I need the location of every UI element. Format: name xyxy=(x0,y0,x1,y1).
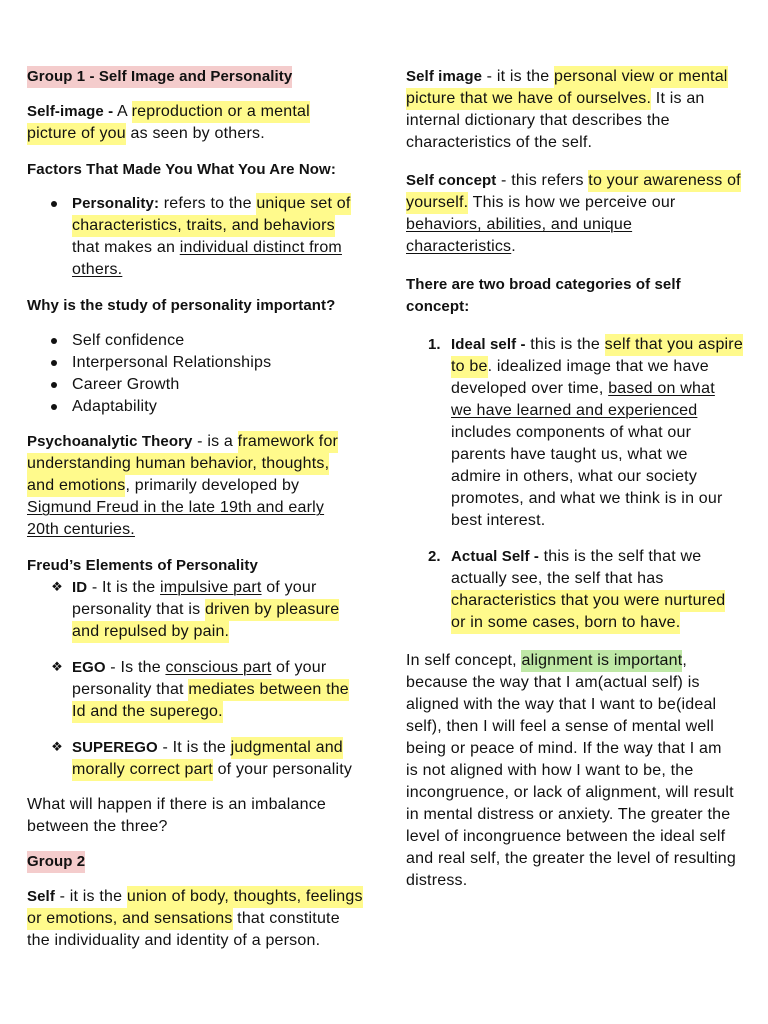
highlighted-text: framework for xyxy=(238,431,338,453)
term: SUPEREGO xyxy=(72,739,158,756)
text-line xyxy=(27,908,363,930)
highlighted-text: mediates between the xyxy=(188,679,349,701)
reasons-list xyxy=(72,330,271,418)
text-run: - It is the xyxy=(157,739,231,756)
text-line xyxy=(406,760,736,782)
highlighted-text: to your awareness of xyxy=(588,170,741,192)
text-line xyxy=(451,590,725,612)
text-run: - it is the xyxy=(54,888,127,905)
underlined-text: conscious part xyxy=(165,659,272,676)
underlined-text: characteristics xyxy=(406,238,512,255)
text-run: of your xyxy=(271,659,327,676)
text-line xyxy=(27,295,335,317)
text-run: personality that is xyxy=(72,601,205,618)
highlighted-text: union of body, thoughts, feelings xyxy=(127,886,363,908)
text-run: level of incongruence between the ideal self xyxy=(406,828,726,845)
alignment-paragraph xyxy=(406,650,736,892)
list-number: 1. xyxy=(428,336,441,353)
self-image-definition xyxy=(27,101,310,145)
text-line xyxy=(451,356,743,378)
text-line xyxy=(451,466,743,488)
text-line xyxy=(451,334,743,356)
text-run: It is an xyxy=(651,90,705,107)
text-run: - Is the xyxy=(105,659,166,676)
highlighted-text: or in some cases, born to have. xyxy=(451,612,680,634)
text-run: of your personality xyxy=(212,761,353,778)
text-run: . idealized image that we have xyxy=(487,358,709,375)
text-line xyxy=(27,453,338,475)
text-run: aligned with the way that I want to be(ideal xyxy=(406,696,717,713)
highlighted-text: reproduction or a mental xyxy=(132,101,310,123)
text-run: of your xyxy=(261,579,317,596)
highlighted-text: picture that we have of ourselves. xyxy=(406,88,651,110)
underlined-text: individual distinct from xyxy=(179,239,342,256)
underlined-text: we have learned and experienced xyxy=(451,402,698,419)
highlighted-text: unique set of xyxy=(256,193,350,215)
text-run: self), then I will feel a sense of mental well xyxy=(406,718,715,735)
text-run: the individuality and identity of a person. xyxy=(27,932,321,949)
self-concept-paragraph xyxy=(406,170,741,258)
highlighted-text: or emotions, and sensations xyxy=(27,908,233,930)
text-line xyxy=(27,794,326,816)
text-line xyxy=(27,123,310,145)
text-run: that makes an xyxy=(72,239,180,256)
text-run: is not aligned with how I want to be, the xyxy=(406,762,694,779)
text-line xyxy=(72,193,351,215)
text-line xyxy=(406,214,741,236)
text-line xyxy=(72,679,349,701)
underlined-text: 20th centuries. xyxy=(27,521,135,538)
group1-heading: Group 1 - Self Image and Personality xyxy=(27,66,292,88)
highlighted-text: morally correct part xyxy=(72,759,213,781)
highlighted-text: characteristics that you were nurtured xyxy=(451,590,725,612)
text-line xyxy=(406,870,736,892)
group1-heading-block xyxy=(27,66,292,88)
text-run: refers to the xyxy=(159,195,257,212)
term: Psychoanalytic Theory xyxy=(27,433,193,450)
text-line xyxy=(27,555,258,577)
why-heading: Why is the study of personality important? xyxy=(27,297,336,314)
highlighted-text: personal view or mental xyxy=(554,66,728,88)
bullet-icon xyxy=(51,382,57,388)
text-line xyxy=(72,621,339,643)
text-line xyxy=(406,236,741,258)
text-run: - is a xyxy=(192,433,238,450)
text-line xyxy=(72,701,349,723)
text-run: personality that xyxy=(72,681,189,698)
categories-heading: concept: xyxy=(406,298,470,315)
text-line xyxy=(72,215,351,237)
term: Self image xyxy=(406,68,483,85)
text-line xyxy=(451,510,743,532)
text-run: , primarily developed by xyxy=(125,477,300,494)
underlined-text: others. xyxy=(72,261,123,278)
text-run: and real self, the greater the level of resulting xyxy=(406,850,736,867)
imbalance-question xyxy=(27,794,326,838)
text-run: admire in others, what our society xyxy=(451,468,698,485)
text-line xyxy=(406,110,728,132)
text-run: What will happen if there is an imbalance xyxy=(27,796,327,813)
list-item-text: Interpersonal Relationships xyxy=(72,354,272,371)
term: ID xyxy=(72,579,88,596)
text-line xyxy=(27,475,338,497)
text-line xyxy=(406,88,728,110)
categories-heading-block xyxy=(406,274,681,318)
text-line xyxy=(406,274,681,296)
text-line xyxy=(27,66,292,88)
list-item-text: Career Growth xyxy=(72,376,180,393)
freud-heading-block xyxy=(27,555,258,577)
text-line xyxy=(451,488,743,510)
highlighted-text: self that you aspire xyxy=(605,334,743,356)
text-run: internal dictionary that describes the xyxy=(406,112,670,129)
text-run: - this refers xyxy=(496,172,589,189)
text-run: In self concept, xyxy=(406,652,522,669)
diamond-bullet-icon xyxy=(49,657,65,679)
text-run: . xyxy=(511,238,516,255)
text-run: distress. xyxy=(406,872,468,889)
factors-heading: Factors That Made You What You Are Now: xyxy=(27,161,336,178)
diamond-bullet-icon xyxy=(49,737,65,759)
text-run: , xyxy=(682,652,688,669)
group2-heading-block xyxy=(27,851,85,873)
list-item-text: Self confidence xyxy=(72,332,185,349)
text-line xyxy=(72,599,339,621)
text-line xyxy=(406,826,736,848)
categories-heading: There are two broad categories of self xyxy=(406,276,681,293)
text-line xyxy=(72,237,351,259)
text-line xyxy=(406,132,728,154)
text-line xyxy=(27,431,338,453)
text-line xyxy=(27,101,310,123)
text-line xyxy=(72,577,339,599)
text-line xyxy=(406,716,736,738)
text-line xyxy=(451,568,725,590)
highlighted-text: to be xyxy=(451,356,488,378)
highlighted-text: characteristics, traits, and behaviors xyxy=(72,215,335,237)
list-item-text: Adaptability xyxy=(72,398,158,415)
green-highlighted-text: alignment is important xyxy=(521,650,682,672)
text-line xyxy=(451,444,743,466)
text-line xyxy=(72,759,352,781)
text-line xyxy=(27,497,338,519)
text-run: promotes, and what we think is in our xyxy=(451,490,723,507)
text-run: because the way that I am(actual self) is xyxy=(406,674,700,691)
text-line xyxy=(27,816,326,838)
underlined-text: based on what xyxy=(608,380,715,397)
text-line xyxy=(406,804,736,826)
text-line xyxy=(406,192,741,214)
text-run: this is the xyxy=(525,336,605,353)
highlighted-text: and repulsed by pain. xyxy=(72,621,229,643)
term: Ideal self - xyxy=(451,336,526,353)
why-heading-block xyxy=(27,295,335,317)
text-run: includes components of what our xyxy=(451,424,692,441)
text-run: incongruence, or lack of alignment, will result xyxy=(406,784,734,801)
bullet-icon xyxy=(51,404,57,410)
text-line xyxy=(27,519,338,541)
text-line xyxy=(406,694,736,716)
text-run: This is how we perceive our xyxy=(468,194,676,211)
text-run: - It is the xyxy=(87,579,161,596)
ego-list-item xyxy=(72,657,349,723)
highlighted-text: judgmental and xyxy=(231,737,343,759)
text-line xyxy=(72,259,351,281)
id-list-item xyxy=(72,577,339,643)
bullet-icon xyxy=(51,201,57,207)
bullet-icon xyxy=(51,338,57,344)
superego-list-item xyxy=(72,737,352,781)
list-item xyxy=(72,352,271,374)
text-line xyxy=(451,422,743,444)
ideal-self-list-item xyxy=(451,334,743,532)
text-run: this is the self that we xyxy=(538,548,702,565)
text-run: best interest. xyxy=(451,512,546,529)
highlighted-text: and emotions xyxy=(27,475,125,497)
underlined-text: impulsive part xyxy=(160,579,262,596)
text-line xyxy=(27,886,363,908)
text-line xyxy=(27,930,363,952)
text-run: being or peace of mind. If the way that I am xyxy=(406,740,722,757)
list-item xyxy=(72,330,271,352)
highlighted-text: picture of you xyxy=(27,123,126,145)
text-line xyxy=(72,737,352,759)
text-line xyxy=(27,159,336,181)
actual-self-list-item xyxy=(451,546,725,634)
text-run: as seen by others. xyxy=(125,125,265,142)
personality-list-item xyxy=(72,193,351,281)
self-image-paragraph xyxy=(406,66,728,154)
list-number: 2. xyxy=(428,548,441,565)
self-definition xyxy=(27,886,363,952)
text-run: actually see, the self that has xyxy=(451,570,664,587)
term: Personality: xyxy=(72,195,160,212)
term: Self concept xyxy=(406,172,497,189)
group2-heading: Group 2 xyxy=(27,851,85,873)
text-line xyxy=(72,657,349,679)
text-line xyxy=(406,296,681,318)
text-line xyxy=(451,378,743,400)
text-run: - it is the xyxy=(482,68,554,85)
highlighted-text: Id and the superego. xyxy=(72,701,223,723)
factors-heading-block xyxy=(27,159,336,181)
text-line xyxy=(406,170,741,192)
text-line xyxy=(451,400,743,422)
bullet-icon xyxy=(51,360,57,366)
freud-heading: Freud’s Elements of Personality xyxy=(27,557,258,574)
underlined-text: Sigmund Freud in the late 19th and early xyxy=(27,499,325,516)
text-line xyxy=(406,650,736,672)
text-line xyxy=(406,66,728,88)
text-run: between the three? xyxy=(27,818,168,835)
text-run: that constitute xyxy=(232,910,340,927)
term: Actual Self - xyxy=(451,548,539,565)
text-line xyxy=(406,848,736,870)
list-item xyxy=(72,374,271,396)
list-item xyxy=(72,396,271,418)
text-line xyxy=(451,612,725,634)
text-line xyxy=(406,672,736,694)
text-line xyxy=(451,546,725,568)
term: EGO xyxy=(72,659,106,676)
text-run: developed over time, xyxy=(451,380,609,397)
text-line xyxy=(406,782,736,804)
text-line xyxy=(27,851,85,873)
psychoanalytic-theory-paragraph xyxy=(27,431,338,541)
term: Self xyxy=(27,888,55,905)
text-line xyxy=(406,738,736,760)
term: Self-image - xyxy=(27,103,114,120)
text-run: in mental distress or anxiety. The greater the xyxy=(406,806,731,823)
highlighted-text: understanding human behavior, thoughts, xyxy=(27,453,329,475)
highlighted-text: yourself. xyxy=(406,192,468,214)
highlighted-text: driven by pleasure xyxy=(205,599,339,621)
text-run: parents have taught us, what we xyxy=(451,446,688,463)
text-run: A xyxy=(113,103,132,120)
text-run: characteristics of the self. xyxy=(406,134,593,151)
diamond-bullet-icon xyxy=(49,577,65,599)
underlined-text: behaviors, abilities, and unique xyxy=(406,216,633,233)
